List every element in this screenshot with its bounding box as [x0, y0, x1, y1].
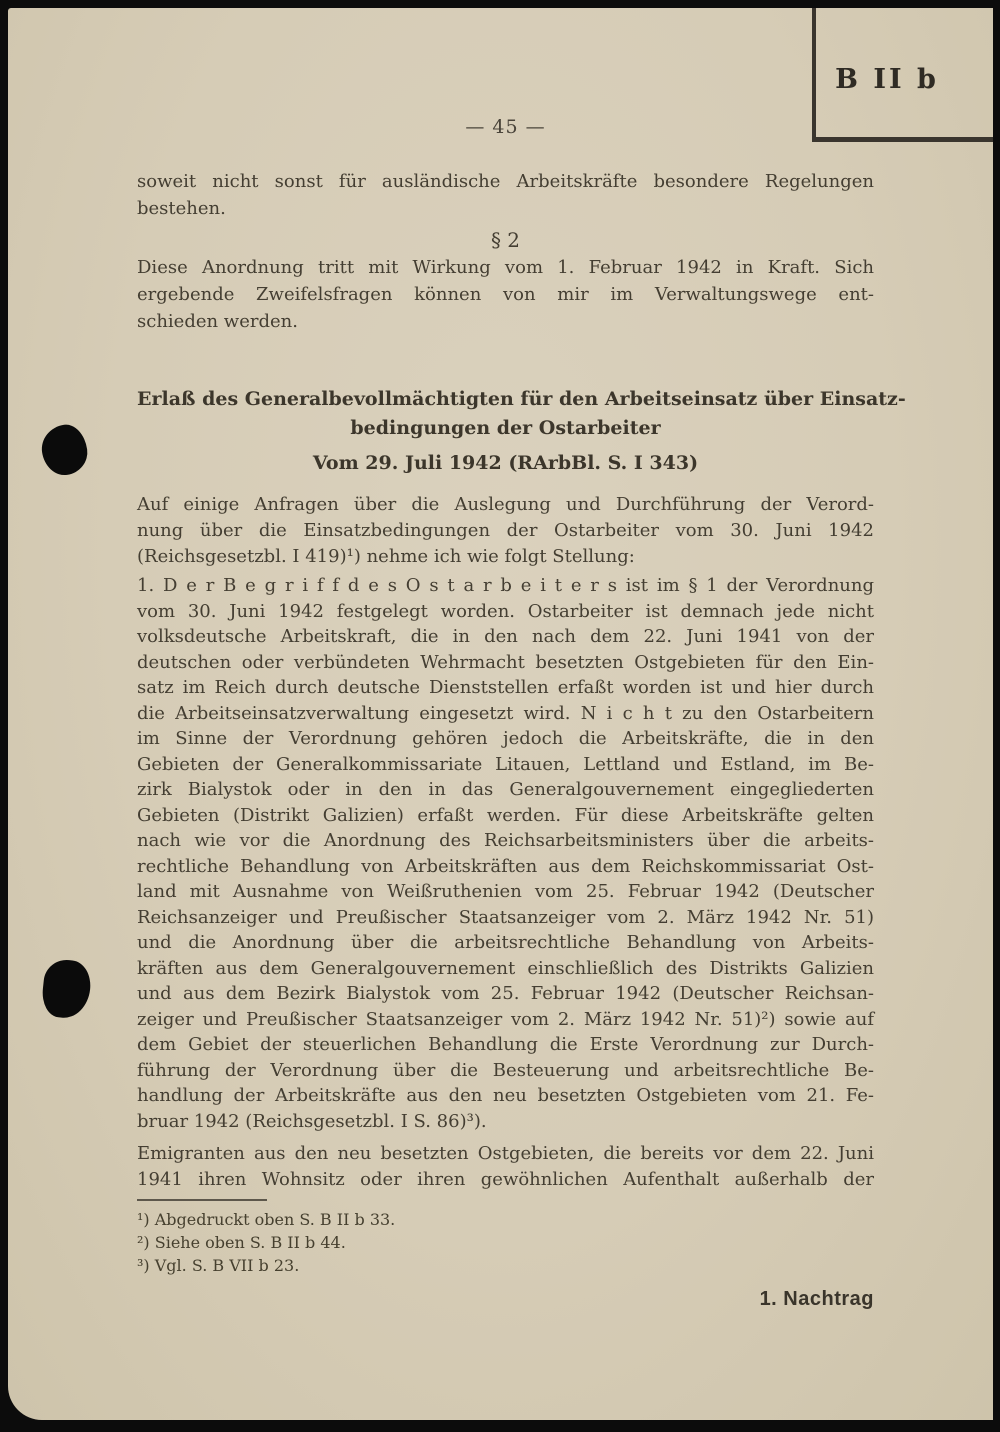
supplement-label: 1. Nachtrag	[759, 1288, 874, 1310]
page-number: — 45 —	[465, 116, 546, 138]
para-block	[137, 492, 874, 570]
text-line: Gebieten (Distrikt Galizien) erfaßt werden. Für diese Arbeitskräfte gelten	[137, 804, 874, 826]
text-line: rechtliche Behandlung von Arbeitskräften aus dem Reichskommissariat Ost-	[137, 855, 874, 877]
text-line: § 2	[490, 228, 521, 252]
section-label: B II b	[835, 64, 939, 95]
para-block	[137, 168, 874, 222]
text-line: Auf einige Anfragen über die Auslegung und Durchführung der Verord-	[137, 494, 874, 515]
punch-hole-top	[39, 422, 91, 478]
text-line: zirk Bialystok oder in den in das Generalgouvernement eingegliederten	[137, 779, 874, 800]
footnote: ²) Siehe oben S. B II b 44.	[137, 1233, 346, 1252]
para-block	[137, 1141, 874, 1193]
footnote-separator	[137, 1199, 267, 1201]
text-line: 1. D e r B e g r i f f d e s O s t a r b e i t e r s ist im § 1 der Verordnung	[137, 575, 874, 596]
text-line: bedingungen der Ostarbeiter	[350, 417, 661, 439]
text-line: (Reichsgesetzbl. I 419)¹) nehme ich wie folgt Stellung:	[137, 546, 635, 567]
footnote: ¹) Abgedruckt oben S. B II b 33.	[137, 1210, 396, 1229]
text-line: handlung der Arbeitskräfte aus den neu besetzten Ostgebieten vom 21. Fe-	[137, 1085, 874, 1106]
text-line: Reichsanzeiger und Preußischer Staatsanzeiger vom 2. März 1942 Nr. 51)	[137, 906, 874, 928]
text-line: schieden werden.	[137, 311, 298, 332]
text-line: Emigranten aus den neu besetzten Ostgebieten, die bereits vor dem 22. Juni	[137, 1143, 874, 1164]
punch-hole-bottom	[40, 958, 93, 1021]
text-line: und die Anordnung über die arbeitsrechtliche Behandlung von Arbeits-	[137, 932, 874, 953]
text-line: land mit Ausnahme von Weißruthenien vom 25. Februar 1942 (Deutscher	[137, 881, 874, 902]
text-line: deutschen oder verbündeten Wehrmacht besetzten Ostgebieten für den Ein-	[137, 651, 874, 673]
text-line: im Sinne der Verordnung gehören jedoch die Arbeitskräfte, die in den	[137, 728, 874, 749]
text-line: Gebieten der Generalkommissariate Litauen, Lettland und Estland, im Be-	[137, 753, 874, 775]
text-line: führung der Verordnung über die Besteuerung und arbeitsrechtliche Be-	[137, 1059, 874, 1081]
text-line: Diese Anordnung tritt mit Wirkung vom 1. Februar 1942 in Kraft. Sich	[137, 257, 874, 278]
text-line: und aus dem Bezirk Bialystok vom 25. Februar 1942 (Deutscher Reichsan-	[137, 983, 874, 1004]
text-line: dem Gebiet der steuerlichen Behandlung die Erste Verordnung zur Durch-	[137, 1034, 874, 1055]
text-line: die Arbeitseinsatzverwaltung eingesetzt wird. N i c h t zu den Ostarbeitern	[137, 702, 874, 724]
text-line: 1941 ihren Wohnsitz oder ihren gewöhnlichen Aufenthalt außerhalb der	[137, 1169, 874, 1190]
text-line: bestehen.	[137, 198, 226, 219]
para-block	[137, 573, 874, 1134]
document-page	[8, 8, 993, 1420]
text-line: Vom 29. Juli 1942 (RArbBl. S. I 343)	[312, 452, 699, 474]
text-line: zeiger und Preußischer Staatsanzeiger vom 2. März 1942 Nr. 51)²) sowie auf	[137, 1008, 874, 1030]
text-line: soweit nicht sonst für ausländische Arbeitskräfte besondere Regelungen	[137, 171, 874, 192]
text-line: nung über die Einsatzbedingungen der Ostarbeiter vom 30. Juni 1942	[137, 520, 874, 541]
heading-block	[137, 385, 906, 443]
text-line: ergebende Zweifelsfragen können von mir im Verwaltungswege ent-	[137, 284, 874, 305]
text-line: nach wie vor die Anordnung des Reichsarbeitsministers über die arbeits-	[137, 830, 874, 851]
para-block	[137, 254, 874, 335]
footnotes	[137, 1208, 874, 1277]
text-line: volksdeutsche Arbeitskraft, die in den nach dem 22. Juni 1941 von der	[137, 626, 874, 647]
subheading-block	[137, 449, 874, 477]
center-block	[137, 226, 874, 254]
text-column	[137, 168, 906, 1311]
text-line: Erlaß des Generalbevollmächtigten für den Arbeitseinsatz über Einsatz-	[137, 388, 906, 410]
footnote: ³) Vgl. S. B VII b 23.	[137, 1256, 300, 1275]
text-line: kräften aus dem Generalgouvernement einschließlich des Distrikts Galizien	[137, 957, 874, 979]
text-line: vom 30. Juni 1942 festgelegt worden. Ostarbeiter ist demnach jede nicht	[137, 600, 874, 622]
text-line: bruar 1942 (Reichsgesetzbl. I S. 86)³).	[137, 1110, 487, 1132]
text-line: satz im Reich durch deutsche Dienststellen erfaßt worden ist und hier durch	[137, 677, 874, 698]
